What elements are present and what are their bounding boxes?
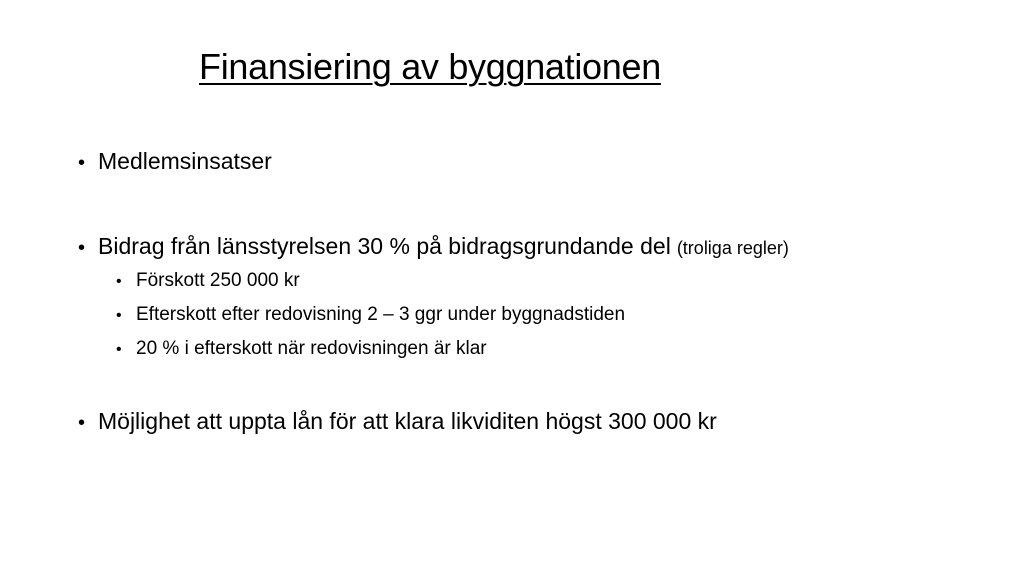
bullet-item — [78, 233, 789, 260]
bullet-dot: • — [116, 307, 122, 324]
bullet-text: Medlemsinsatser — [98, 148, 272, 174]
sub-bullet-text: Efterskott efter redovisning 2 – 3 ggr under byggnadstiden — [136, 304, 626, 325]
bullet-dot: • — [78, 412, 86, 434]
bullet-text: Möjlighet att uppta lån för att klara likviditen högst 300 000 kr — [98, 408, 717, 434]
slide-title: Finansiering av byggnationen — [199, 46, 661, 87]
sub-bullet-item — [116, 270, 300, 292]
bullet-dot: • — [78, 237, 86, 259]
bullet-note: (troliga regler) — [676, 238, 789, 258]
bullet-dot: • — [116, 341, 122, 358]
bullet-text: Bidrag från länsstyrelsen 30 % på bidragsgrundande del — [98, 233, 671, 259]
bullet-dot: • — [116, 273, 122, 290]
bullet-dot: • — [78, 152, 86, 174]
bullet-item — [78, 408, 717, 435]
bullet-item — [78, 148, 272, 175]
sub-bullet-item — [116, 304, 625, 326]
sub-bullet-text: Förskott 250 000 kr — [136, 270, 300, 291]
sub-bullet-item — [116, 338, 487, 360]
sub-bullet-text: 20 % i efterskott när redovisningen är klar — [136, 338, 487, 359]
